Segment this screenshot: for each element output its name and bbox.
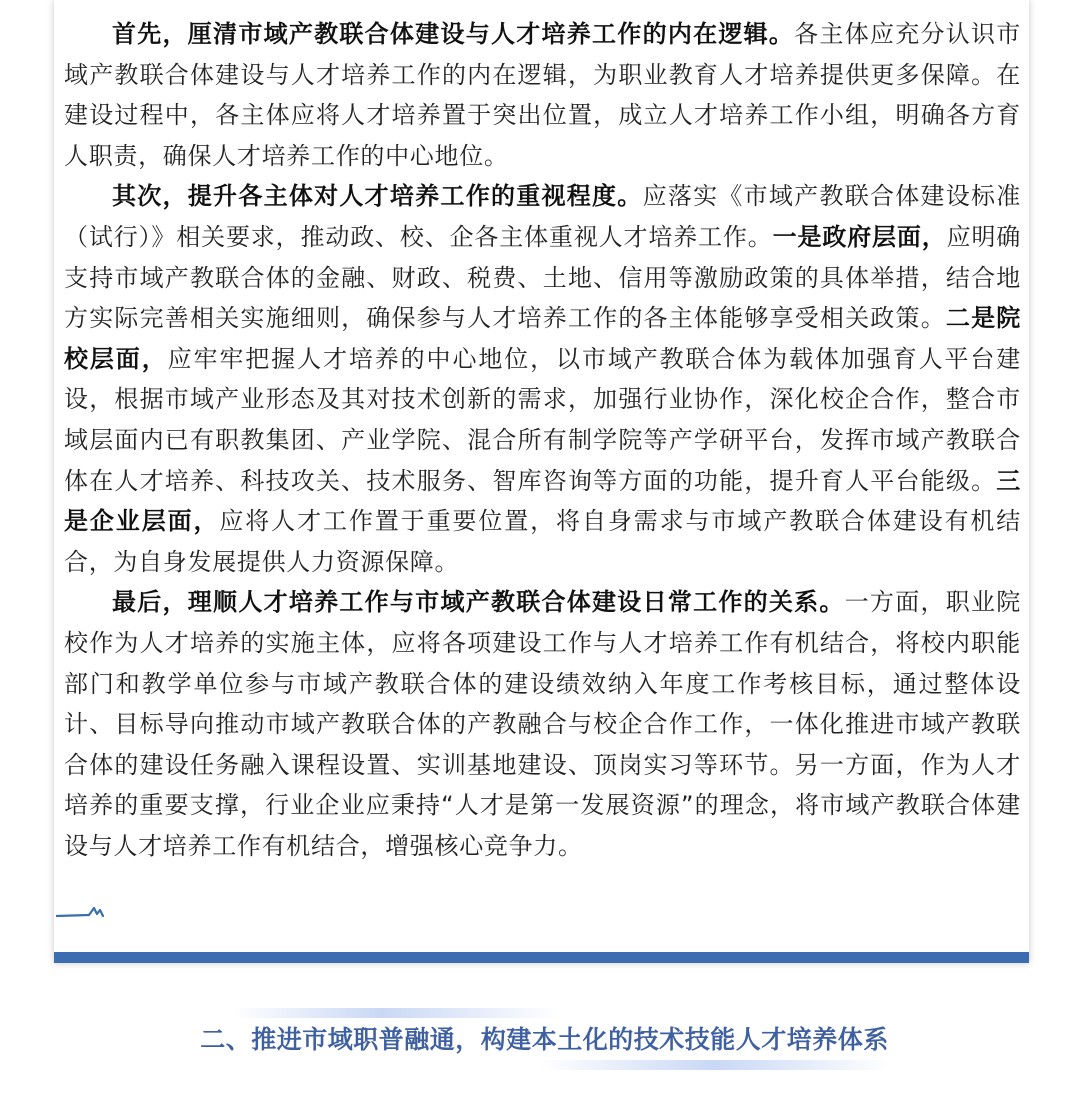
section-heading <box>0 1004 1089 1078</box>
paragraph-first-lead: 首先，厘清市域产教联合体建设与人才培养工作的内在逻辑。 <box>112 20 795 48</box>
enterprise-level-label: 三是企业层面， <box>64 466 1021 536</box>
heading-decoration-top <box>232 1008 562 1018</box>
school-level-text: 应牢牢把握人才培养的中心地位，以市域产教联合体为载体加强育人平台建设，根据市域产业形态及其对技术创新的需求，加强行业协作，深化校企合作，整合市域层面内已有职教集团、产业学院、混合所有制学院等产学研平台，发挥市域产教联合体在人才培养、科技攻关、技术服务、智库咨询等方面的功能，提升育人平台能级。 <box>64 344 1021 495</box>
paragraph-second-intro: 应落实《市域产教联合体建设标准（试行）》相关要求，推动政、校、企各主体重视人才培养工作。 <box>64 182 1021 251</box>
paragraph-second <box>64 176 1021 582</box>
paragraph-first-text: 各主体应充分认识市域产教联合体建设与人才培养工作的内在逻辑，为职业教育人才培养提供更多保障。在建设过程中，各主体应将人才培养置于突出位置，成立人才培养工作小组，明确各方育人职责，确保人才培养工作的中心地位。 <box>64 20 1021 170</box>
paragraph-second-lead: 其次，提升各主体对人才培养工作的重视程度。 <box>112 182 643 211</box>
section-heading-title: 二、推进市域职普融通，构建本土化的技术技能人才培养体系 <box>200 1025 889 1054</box>
paragraph-first <box>64 14 1021 176</box>
heading-decoration-bottom <box>540 1060 890 1070</box>
enterprise-level-text: 应将人才工作置于重要位置，将自身需求与市域产教联合体建设有机结合，为自身发展提供人力资源保障。 <box>64 507 1021 576</box>
paragraph-third <box>64 582 1021 866</box>
government-level-label: 一是政府层面， <box>772 222 947 251</box>
government-level-text: 应明确支持市域产教联合体的金融、财政、税费、土地、信用等激励政策的具体举措，结合地方实际完善相关实施细则，确保参与人才培养工作的各主体能够享受相关政策。 <box>64 222 1021 333</box>
paragraph-third-text: 一方面，职业院校作为人才培养的实施主体，应将各项建设工作与人才培养工作有机结合，将校内职能部门和教学单位参与市域产教联合体的建设绩效纳入年度工作考核目标，通过整体设计、目标导向推动市域产教联合体的产教融合与校企合作工作，一体化推进市域产教联合体的建设任务融入课程设置、实训基地建设、顶岗实习等环节。另一方面，作为人才培养的重要支撑，行业企业应秉持“人才是第一发展资源”的理念，将市域产教联合体建设与人才培养工作有机结合，增强核心竞争力。 <box>64 588 1021 860</box>
article-card <box>54 0 1029 963</box>
wave-line-icon <box>56 905 104 919</box>
card-bottom-accent-bar <box>54 952 1029 963</box>
article-body <box>64 14 1021 866</box>
school-level-label: 二是院校层面， <box>64 304 1022 373</box>
paragraph-third-lead: 最后，理顺人才培养工作与市域产教联合体建设日常工作的关系。 <box>112 588 845 617</box>
